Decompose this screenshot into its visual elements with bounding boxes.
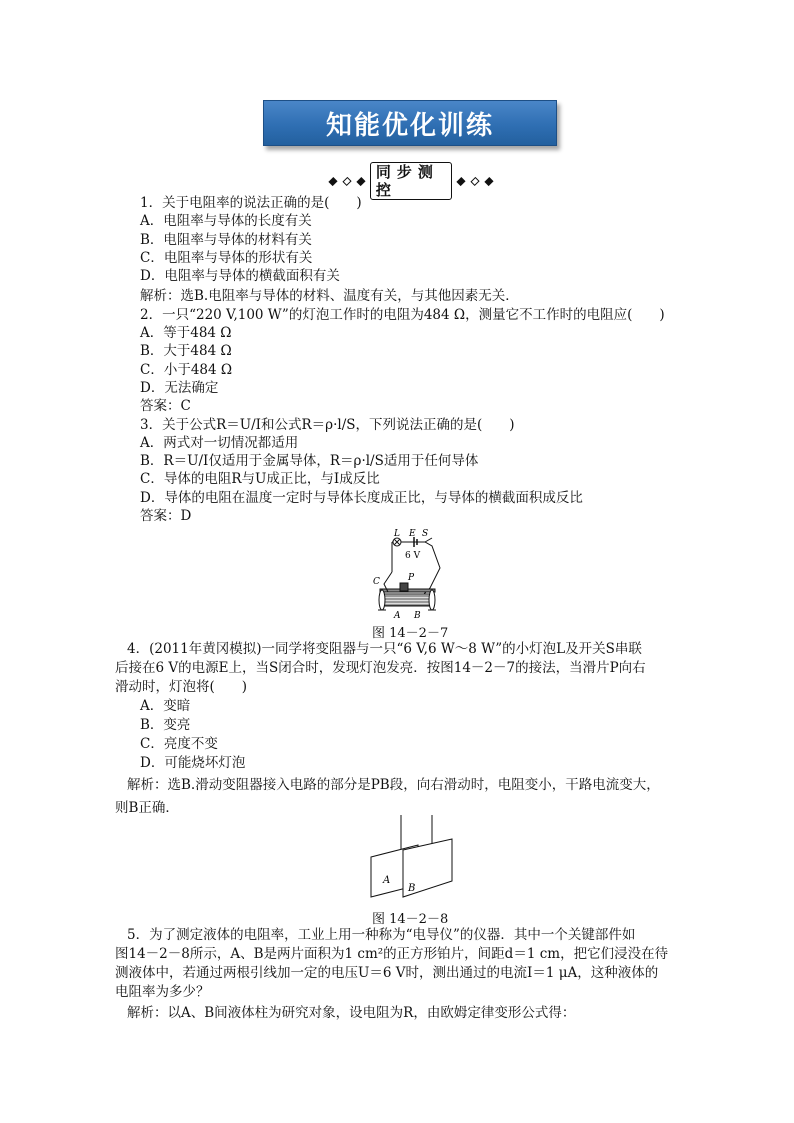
- q1-option-c: C．电阻率与导体的形状有关: [140, 249, 313, 266]
- q2-stem: 2．一只“220 V,100 W”的灯泡工作时的电阻为484 Ω，测量它不工作时的电阻应( ): [140, 306, 665, 323]
- questions-1-3: [140, 194, 670, 525]
- hollow-diamond-icon: [470, 176, 479, 185]
- label-voltage: 6 V: [405, 551, 421, 561]
- q3-answer: 答案：D: [140, 508, 192, 525]
- slider-p: [400, 583, 408, 591]
- label-l: L: [394, 529, 400, 539]
- q4-option-c: C．亮度不变: [140, 736, 218, 752]
- q1-stem: 1．关于电阻率的说法正确的是( ): [140, 195, 362, 211]
- section-title: 同步测控: [370, 162, 452, 200]
- question-5: [115, 926, 680, 1023]
- q4-line3: 滑动时，灯泡将( ): [115, 679, 248, 695]
- question-4: [115, 640, 680, 818]
- plates-figure: [368, 815, 458, 907]
- q5-line3: 测液体中，若通过两根引线加一定的电压U＝6 V时，测出通过的电流I＝1 μA，这种液体的: [115, 965, 659, 981]
- diamond-icon: [328, 176, 337, 185]
- q2-option-c: C．小于484 Ω: [140, 361, 233, 378]
- label-c: C: [373, 577, 380, 587]
- diamond-icon: [457, 176, 466, 185]
- q1-analysis: 解析：选B.电阻率与导体的材料、温度有关，与其他因素无关．: [140, 288, 519, 305]
- q1-option-a: A．电阻率与导体的长度有关: [140, 213, 312, 230]
- q3-stem: 3．关于公式R＝U/I和公式R＝ρ·l/S，下列说法正确的是( ): [140, 416, 515, 433]
- q4-line1: 4．(2011年黄冈模拟)一同学将变阻器与一只“6 V,6 W～8 W”的小灯泡L及开关S串联: [127, 641, 642, 657]
- section-header: [328, 163, 494, 199]
- q4-analysis-line2: 则B正确．: [115, 800, 179, 816]
- plate-a-label: A: [383, 875, 391, 886]
- diamond-icon: [485, 176, 494, 185]
- circuit-figure: [370, 528, 445, 620]
- hollow-diamond-icon: [342, 176, 351, 185]
- q5-line1: 5．为了测定液体的电阻率，工业上用一种称为“电导仪”的仪器．其中一个关键部件如: [127, 927, 636, 943]
- label-b: B: [414, 611, 421, 620]
- q4-option-d: D．可能烧坏灯泡: [140, 755, 246, 771]
- q2-option-a: A．等于484 Ω: [140, 325, 232, 342]
- q3-option-a: A．两式对一切情况都适用: [140, 434, 299, 451]
- q4-line2: 后接在6 V的电源E上，当S闭合时，发现灯泡发亮．按图14－2－7的接法，当滑片P向右: [115, 660, 646, 676]
- q1-option-b: B．电阻率与导体的材料有关: [140, 231, 312, 248]
- q1-option-d: D．电阻率与导体的横截面积有关: [140, 268, 340, 285]
- q5-analysis: 解析：以A、B间液体柱为研究对象，设电阻为R，由欧姆定律变形公式得：: [127, 1005, 576, 1021]
- q5-line2: 图14－2－8所示，A、B是两片面积为1 cm²的正方形铂片，间距d＝1 cm，把它们浸没在待: [115, 946, 669, 962]
- q3-option-c: C．导体的电阻R与U成正比，与I成反比: [140, 471, 380, 488]
- label-a: A: [394, 611, 401, 620]
- label-s: S: [422, 529, 429, 539]
- figure-7-caption: 图 14－2－7: [372, 626, 449, 641]
- q2-option-b: B．大于484 Ω: [140, 343, 232, 360]
- q3-option-b: B．R＝U/I仅适用于金属导体，R＝ρ·l/S适用于任何导体: [140, 453, 479, 470]
- q4-analysis-line1: 解析：选B.滑动变阻器接入电路的部分是PB段，向右滑动时，电阻变小，干路电流变大，: [127, 777, 660, 793]
- label-e: E: [409, 529, 416, 539]
- figure-8-caption: 图 14－2－8: [372, 912, 449, 927]
- q5-line4: 电阻率为多少？: [115, 984, 210, 1000]
- q4-option-b: B．变亮: [140, 717, 191, 733]
- q4-option-a: A．变暗: [140, 698, 191, 714]
- q2-option-d: D．无法确定: [140, 379, 219, 396]
- plate-b-label: B: [408, 883, 416, 894]
- q3-option-d: D．导体的电阻在温度一定时与导体长度成正比，与导体的横截面积成反比: [140, 489, 583, 506]
- page-banner-title: 知能优化训练: [263, 100, 557, 146]
- diamond-icon: [356, 176, 365, 185]
- q2-answer: 答案：C: [140, 398, 191, 415]
- label-p: P: [408, 573, 415, 583]
